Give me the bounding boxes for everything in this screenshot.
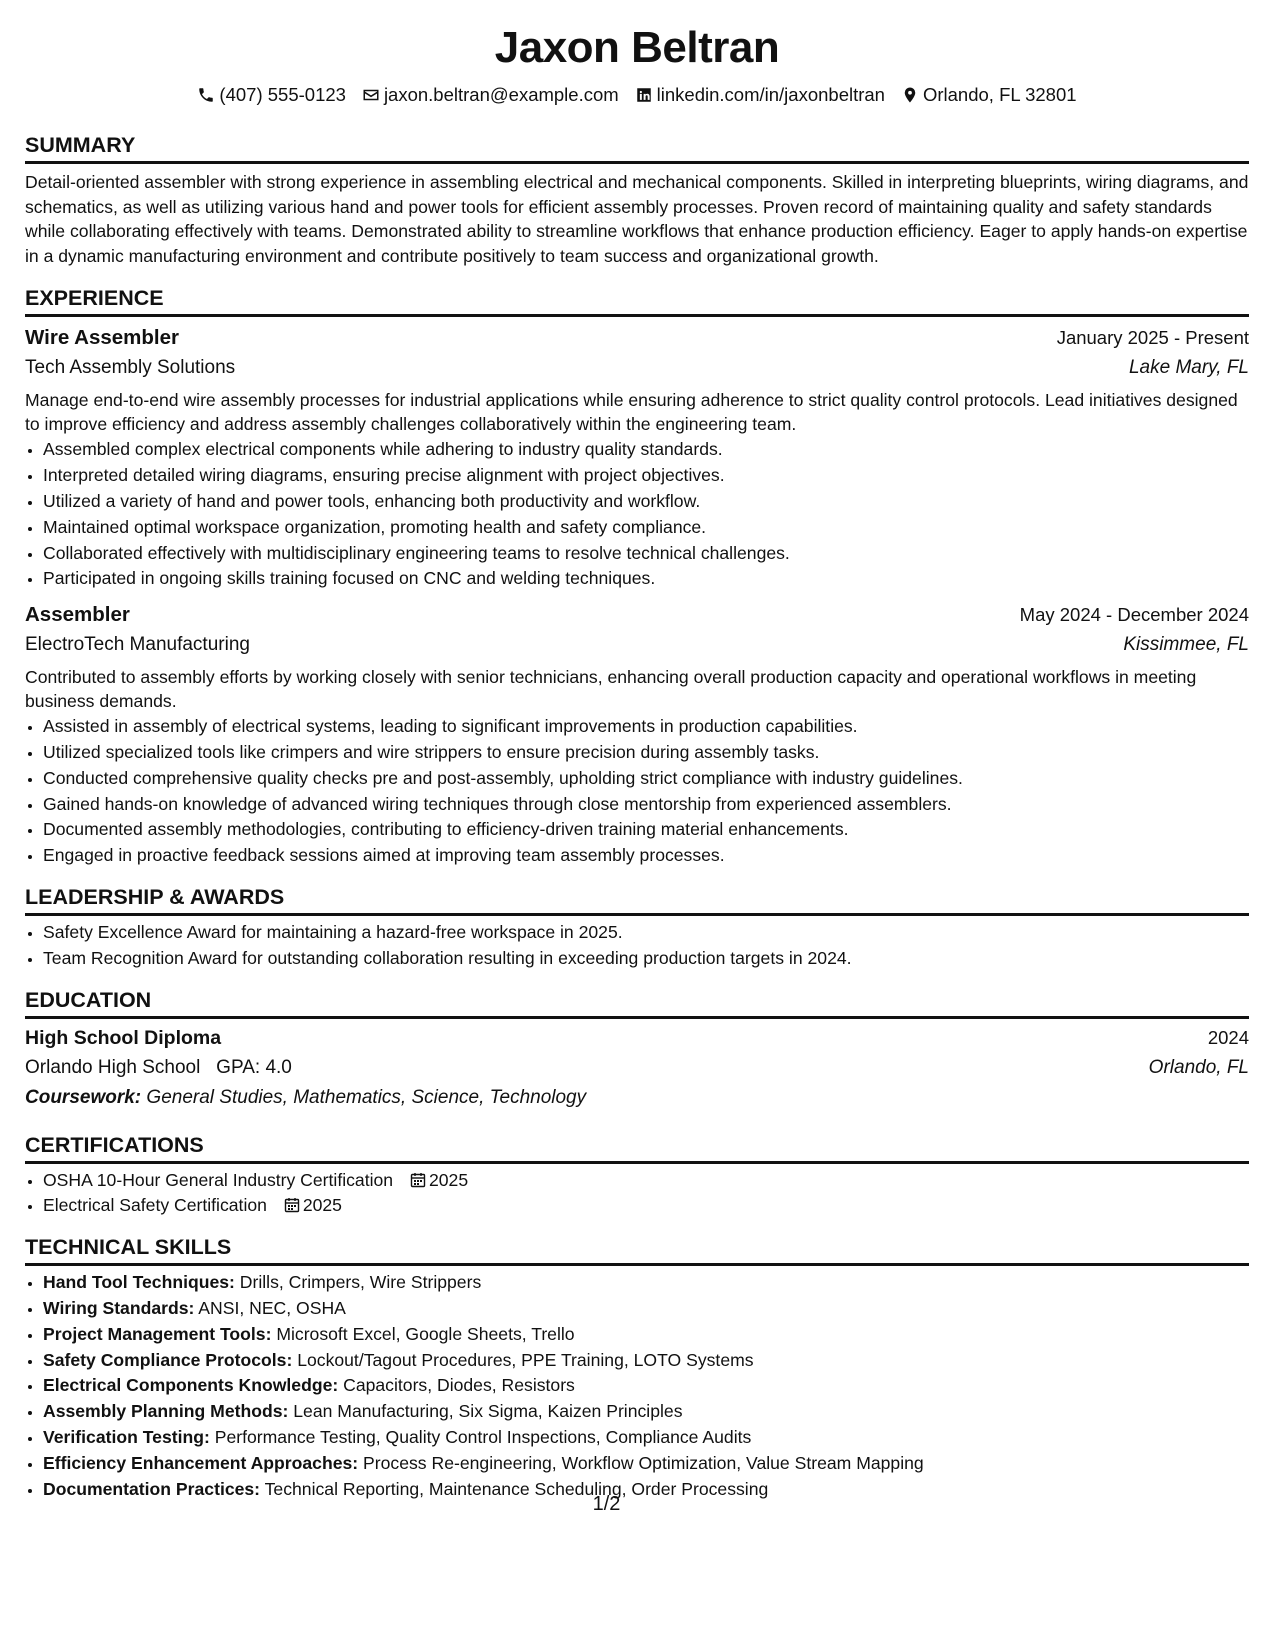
contact-email[interactable] bbox=[362, 83, 619, 107]
job-dates: May 2024 - December 2024 bbox=[1019, 604, 1249, 626]
leadership-section bbox=[25, 883, 1249, 972]
section-title-certifications: CERTIFICATIONS bbox=[25, 1131, 1249, 1164]
job-location: Lake Mary, FL bbox=[1128, 357, 1249, 379]
calendar-icon bbox=[284, 1197, 300, 1213]
job-bullet: • Assembled complex electrical components while adhering to industry quality standards. bbox=[43, 437, 1249, 463]
section-title-experience: EXPERIENCE bbox=[25, 284, 1249, 317]
education-coursework bbox=[25, 1083, 1249, 1113]
skill-item bbox=[43, 1348, 1249, 1374]
skills-list bbox=[25, 1270, 1249, 1502]
skill-label: Assembly Planning Methods: bbox=[43, 1401, 289, 1422]
certification-year: 2025 bbox=[302, 1195, 342, 1216]
calendar-icon bbox=[410, 1172, 426, 1188]
envelope-icon bbox=[362, 86, 380, 104]
skill-item bbox=[43, 1296, 1249, 1322]
certifications-section bbox=[25, 1131, 1249, 1220]
job-bullet: • Conducted comprehensive quality checks pre and post-assembly, upholding strict compliance with industry guidelines. bbox=[43, 766, 1249, 792]
phone-icon bbox=[197, 86, 215, 104]
job-bullet: • Collaborated effectively with multidisciplinary engineering teams to resolve technical challenges. bbox=[43, 541, 1249, 567]
contact-bar bbox=[25, 83, 1249, 107]
education-year: 2024 bbox=[1207, 1026, 1249, 1048]
skill-item bbox=[43, 1399, 1249, 1425]
job-company: ElectroTech Manufacturing bbox=[25, 634, 250, 656]
skill-label: Wiring Standards: bbox=[43, 1297, 195, 1318]
contact-location bbox=[901, 83, 1077, 107]
skill-label: Efficiency Enhancement Approaches: bbox=[43, 1452, 359, 1473]
skill-label: Project Management Tools: bbox=[43, 1323, 272, 1344]
section-title-leadership: LEADERSHIP & AWARDS bbox=[25, 883, 1249, 916]
job-bullet: • Engaged in proactive feedback sessions aimed at improving team assembly processes. bbox=[43, 843, 1249, 869]
job-description: Contributed to assembly efforts by working closely with senior technicians, enhancing overall production capacity and operational workflows in meeting business demands. bbox=[25, 667, 1197, 711]
summary-section bbox=[25, 131, 1249, 268]
certification-item bbox=[43, 1193, 1249, 1219]
skill-value: ANSI, NEC, OSHA bbox=[198, 1297, 346, 1318]
section-title-summary: SUMMARY bbox=[25, 131, 1249, 164]
section-title-skills: TECHNICAL SKILLS bbox=[25, 1233, 1249, 1266]
job-entry bbox=[25, 323, 1249, 592]
job-company: Tech Assembly Solutions bbox=[25, 357, 236, 379]
skill-value: Technical Reporting, Maintenance Scheduling, Order Processing bbox=[264, 1478, 769, 1499]
skill-label: Safety Compliance Protocols: bbox=[43, 1349, 293, 1370]
skills-section bbox=[25, 1233, 1249, 1502]
job-entry bbox=[25, 600, 1249, 869]
contact-phone[interactable] bbox=[197, 83, 346, 107]
education-location: Orlando, FL bbox=[1148, 1056, 1249, 1078]
skill-label: Verification Testing: bbox=[43, 1426, 210, 1447]
job-bullet: • Assisted in assembly of electrical systems, leading to significant improvements in production capabilities. bbox=[43, 714, 1249, 740]
skill-label: Electrical Components Knowledge: bbox=[43, 1375, 339, 1396]
job-bullet: • Maintained optimal workspace organization, promoting health and safety compliance. bbox=[43, 515, 1249, 541]
job-title: Assembler bbox=[25, 603, 130, 627]
job-bullets bbox=[25, 714, 1249, 869]
contact-linkedin[interactable] bbox=[635, 83, 885, 107]
resume-page bbox=[25, 18, 1249, 1502]
job-bullet: • Utilized a variety of hand and power tools, enhancing both productivity and workflow. bbox=[43, 489, 1249, 515]
education-school: Orlando High School bbox=[25, 1056, 201, 1078]
page-number: 1/2 bbox=[592, 1493, 621, 1515]
education-gpa: GPA: 4.0 bbox=[216, 1056, 292, 1078]
job-bullet: • Gained hands-on knowledge of advanced wiring techniques through close mentorship from experienced assemblers. bbox=[43, 792, 1249, 818]
skill-value: Drills, Crimpers, Wire Strippers bbox=[239, 1272, 482, 1293]
candidate-name: Jaxon Beltran bbox=[494, 23, 780, 72]
job-description: Manage end-to-end wire assembly processes for industrial applications while ensuring adherence to strict quality control protocols. Lead initiatives designed to improve efficiency and address assembly challenges collaboratively within the engineering team. bbox=[25, 390, 1238, 434]
location-text: Orlando, FL 32801 bbox=[922, 84, 1077, 105]
summary-text: Detail-oriented assembler with strong experience in assembling electrical and mechanical components. Skilled in interpreting blueprints, wiring diagrams, and schematics, as well as utilizing various hand and power tools for efficient assembly processes. Proven record of maintaining quality and safety standards while collaborating effectively with teams. Demonstrated ability to streamline workflows that enhance production efficiency. Eager to apply hands-on expertise in a dynamic manufacturing environment and contribute positively to team success and organizational growth. bbox=[25, 172, 1249, 266]
job-title: Wire Assembler bbox=[25, 326, 180, 350]
skill-item bbox=[43, 1451, 1249, 1477]
skill-value: Lockout/Tagout Procedures, PPE Training, LOTO Systems bbox=[297, 1349, 754, 1370]
certifications-list bbox=[25, 1168, 1249, 1220]
job-bullet: • Participated in ongoing skills training focused on CNC and welding techniques. bbox=[43, 566, 1249, 592]
certification-item bbox=[43, 1168, 1249, 1194]
map-pin-icon bbox=[901, 86, 919, 104]
certification-year: 2025 bbox=[428, 1169, 469, 1190]
education-degree: High School Diploma bbox=[25, 1026, 222, 1049]
coursework-text: General Studies, Mathematics, Science, Technology bbox=[146, 1086, 587, 1108]
job-bullet: • Documented assembly methodologies, contributing to efficiency-driven training material enhancements. bbox=[43, 817, 1249, 843]
skill-value: Process Re-engineering, Workflow Optimization, Value Stream Mapping bbox=[363, 1452, 924, 1473]
certification-name: Electrical Safety Certification bbox=[43, 1195, 267, 1216]
education-section bbox=[25, 986, 1249, 1113]
linkedin-text: linkedin.com/in/jaxonbeltran bbox=[656, 84, 885, 105]
job-bullet: • Interpreted detailed wiring diagrams, ensuring precise alignment with project objectives. bbox=[43, 463, 1249, 489]
skill-item bbox=[43, 1270, 1249, 1296]
skill-item bbox=[43, 1322, 1249, 1348]
certification-name: OSHA 10-Hour General Industry Certification bbox=[43, 1169, 394, 1190]
coursework-label: Coursework: bbox=[25, 1086, 142, 1108]
job-location: Kissimmee, FL bbox=[1123, 634, 1249, 656]
skill-item bbox=[43, 1425, 1249, 1451]
section-title-education: EDUCATION bbox=[25, 986, 1249, 1019]
experience-section bbox=[25, 284, 1249, 869]
job-bullet: • Utilized specialized tools like crimpers and wire strippers to ensure precision during assembly tasks. bbox=[43, 740, 1249, 766]
skill-value: Microsoft Excel, Google Sheets, Trello bbox=[276, 1323, 575, 1344]
skill-item bbox=[43, 1373, 1249, 1399]
linkedin-icon bbox=[635, 86, 653, 104]
skill-value: Performance Testing, Quality Control Inspections, Compliance Audits bbox=[214, 1426, 752, 1447]
award-item: • Safety Excellence Award for maintaining a hazard-free workspace in 2025. bbox=[43, 920, 1249, 946]
education-school-line bbox=[25, 1053, 292, 1083]
job-dates: January 2025 - Present bbox=[1056, 327, 1249, 349]
skill-value: Lean Manufacturing, Six Sigma, Kaizen Principles bbox=[293, 1401, 683, 1422]
skill-label: Documentation Practices: bbox=[43, 1478, 261, 1499]
award-item: • Team Recognition Award for outstanding collaboration resulting in exceeding production targets in 2024. bbox=[43, 946, 1249, 972]
skill-label: Hand Tool Techniques: bbox=[43, 1272, 235, 1293]
job-bullets bbox=[25, 437, 1249, 592]
phone-text: (407) 555-0123 bbox=[219, 84, 346, 105]
email-text: jaxon.beltran@example.com bbox=[383, 84, 619, 105]
skill-value: Capacitors, Diodes, Resistors bbox=[343, 1375, 575, 1396]
awards-list bbox=[25, 920, 1249, 972]
